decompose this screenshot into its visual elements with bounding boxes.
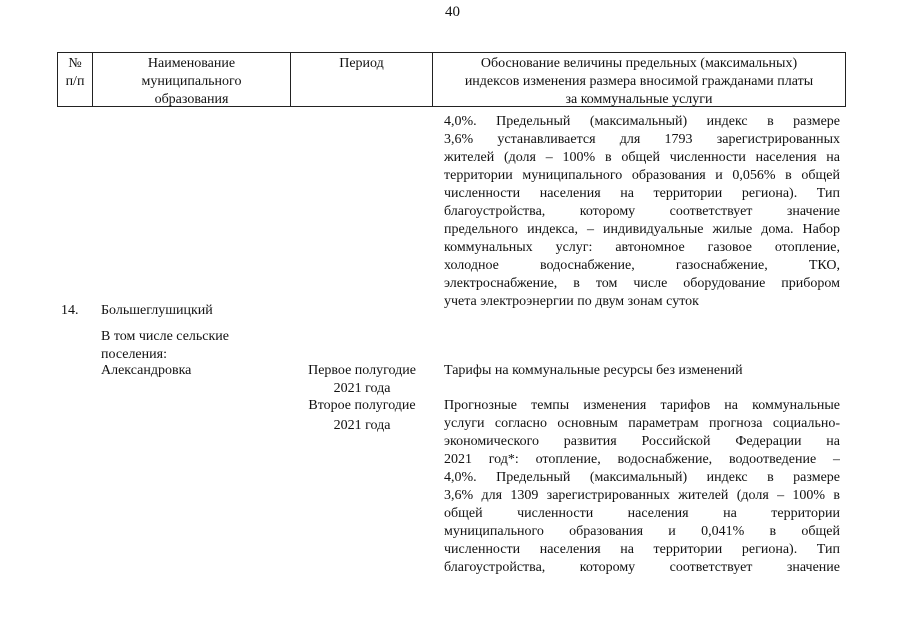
- basis-second-half: [444, 397, 840, 577]
- header-text: индексов изменения размера вносимой гражданами платы: [464, 74, 814, 89]
- text-line: учета электроэнергии по двум зонам суток: [444, 294, 699, 309]
- table-header: [57, 52, 846, 107]
- header-text: образования: [154, 92, 229, 107]
- text-line: услуги согласно основным параметрам прогноза социально-: [444, 416, 840, 431]
- text-line: 2021 года: [333, 418, 391, 433]
- text-line: жителей (доля – 100% в общей численности населения на: [444, 150, 840, 165]
- text-line: 4,0%. Предельный (максимальный) индекс в размере: [444, 470, 840, 485]
- text-line: численности населения на территории региона). Тип: [444, 542, 840, 557]
- settlement-name: Александровка: [101, 363, 192, 378]
- text-line: 2021 год*: отопление, водоснабжение, водоотведение –: [444, 452, 840, 467]
- text-line: холодное водоснабжение, газоснабжение, ТКО,: [444, 258, 840, 273]
- header-text: за коммунальные услуги: [565, 92, 713, 107]
- header-col-period: [291, 53, 433, 106]
- text-line: В том числе сельские: [101, 329, 230, 344]
- header-text: №: [68, 56, 82, 71]
- basis-continuation: [444, 113, 840, 311]
- header-text: Наименование: [147, 56, 236, 71]
- text-line: благоустройства, которому соответствует значение: [444, 204, 840, 219]
- page-number: 40: [445, 4, 460, 20]
- text-line: предельного индекса, – индивидуальные жилые дома. Набор: [444, 222, 840, 237]
- text-line: 3,6% устанавливается для 1793 зарегистрированных: [444, 132, 840, 147]
- text-line: Прогнозные темпы изменения тарифов на коммунальные: [444, 398, 840, 413]
- header-col-number: [58, 53, 93, 106]
- header-col-name: [93, 53, 291, 106]
- period-first-half: [292, 362, 432, 398]
- header-text: п/п: [65, 74, 85, 89]
- text-line: общей численности населения на территории: [444, 506, 840, 521]
- text-line: поселения:: [101, 347, 167, 362]
- text-line: Второе полугодие: [308, 398, 416, 413]
- text-line: 2021 года: [333, 381, 391, 396]
- row-number: 14.: [61, 303, 79, 318]
- text-line: экономического развития Российской Федерации на: [444, 434, 840, 449]
- text-line: Первое полугодие: [308, 363, 416, 378]
- text-line: электроснабжение, в том числе оборудование прибором: [444, 276, 840, 291]
- municipality-name: Большеглушицкий: [101, 303, 213, 318]
- header-text: Обоснование величины предельных (максимальных): [480, 56, 798, 71]
- period-second-half: [292, 397, 432, 435]
- text-line: 4,0%. Предельный (максимальный) индекс в размере: [444, 114, 840, 129]
- text-line: численности населения на территории региона). Тип: [444, 186, 840, 201]
- text-line: коммунальных услуг: автономное газовое отопление,: [444, 240, 840, 255]
- basis-first-half: Тарифы на коммунальные ресурсы без изменений: [444, 363, 743, 378]
- text-line: благоустройства, которому соответствует значение: [444, 560, 840, 575]
- text-line: 3,6% для 1309 зарегистрированных жителей (доля – 100% в: [444, 488, 840, 503]
- header-col-basis: [433, 53, 845, 106]
- header-text: Период: [339, 56, 384, 71]
- text-line: территории муниципального образования и 0,056% в общей: [444, 168, 840, 183]
- header-text: муниципального: [141, 74, 242, 89]
- text-line: муниципального образования и 0,041% в общей: [444, 524, 840, 539]
- subheading: [101, 328, 291, 364]
